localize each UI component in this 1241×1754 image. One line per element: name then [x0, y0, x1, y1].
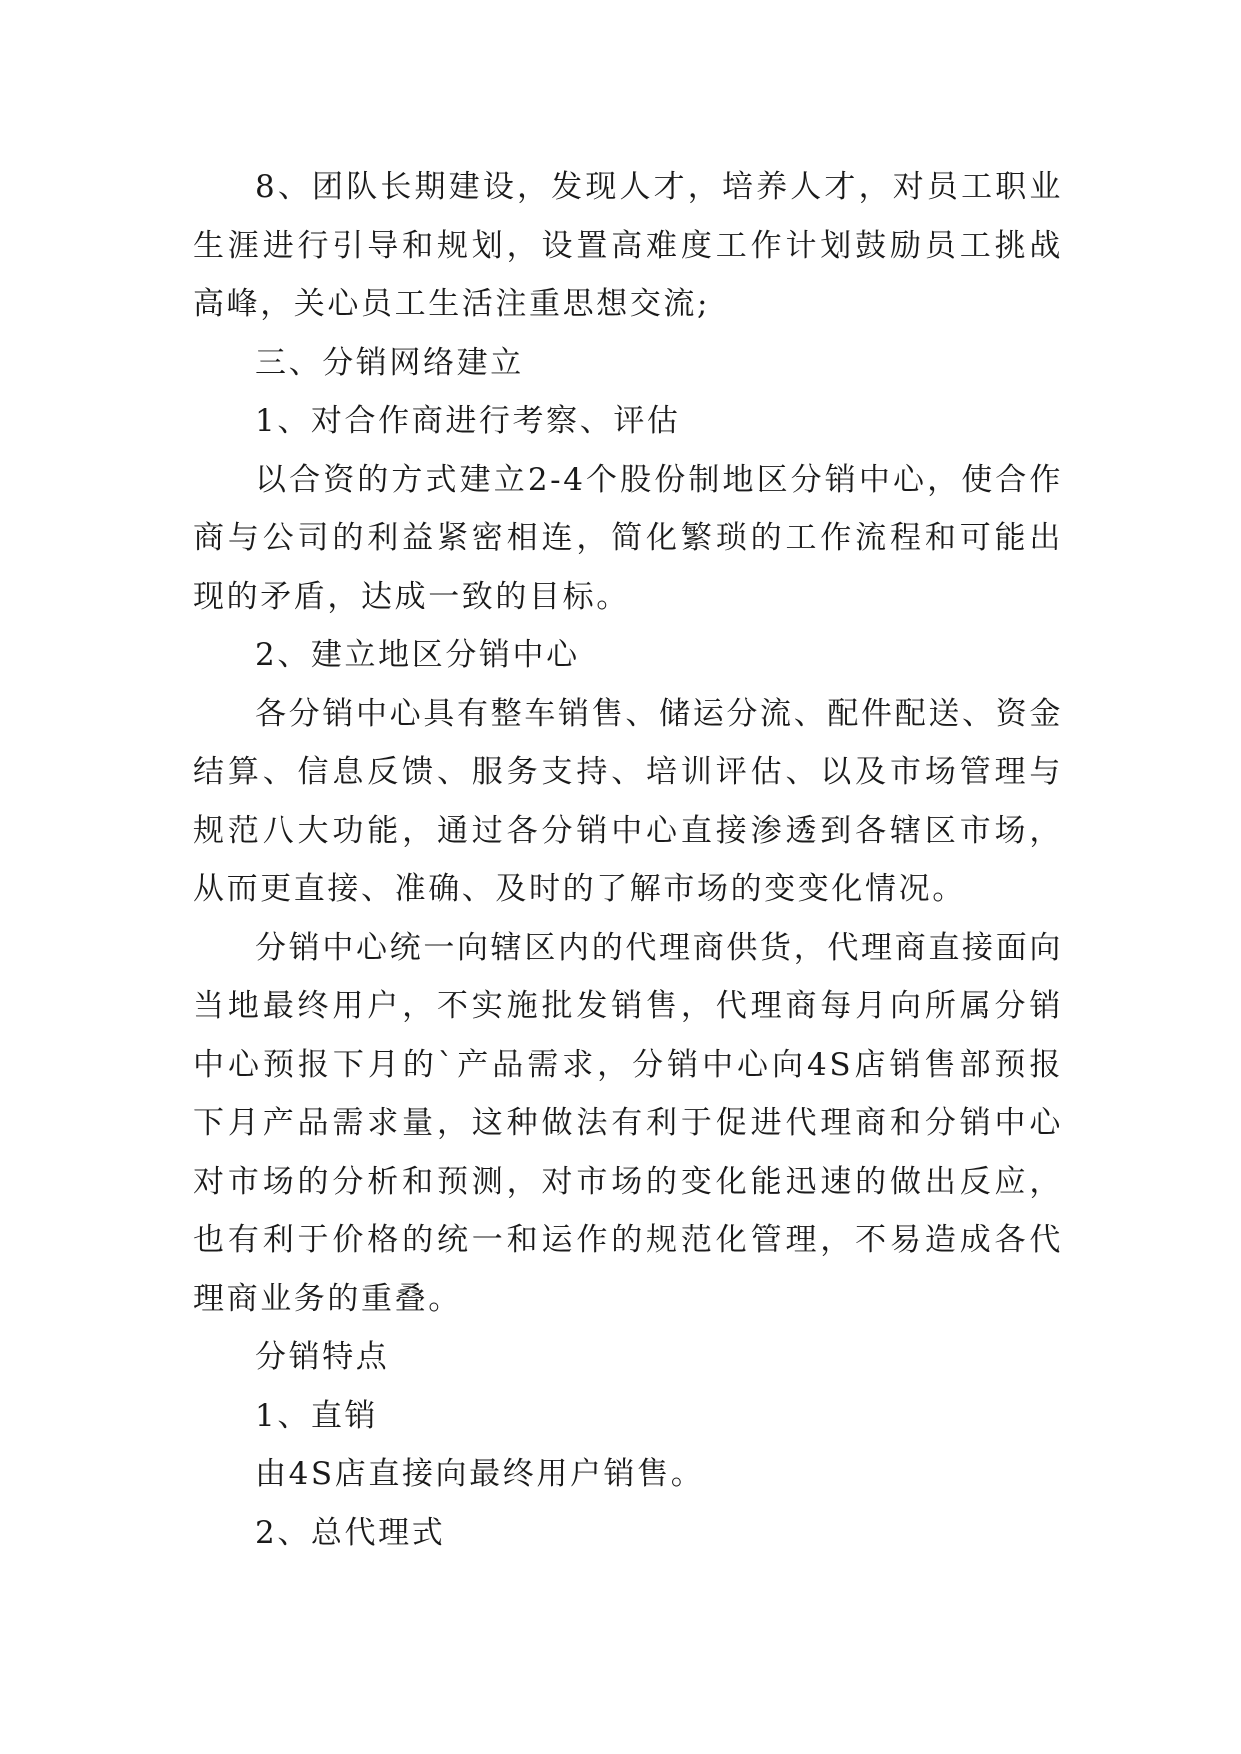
item-heading-partner-evaluation: 1、对合作商进行考察、评估 [255, 403, 681, 439]
item-heading-regional-center: 2、建立地区分销中心 [255, 637, 580, 673]
document-body [193, 158, 1063, 1562]
paragraph-team-building: 8、团队长期建设，发现人才，培养人才，对员工职业生涯进行引导和规划，设置高难度工作计划鼓励员工挑战高峰，关心员工生活注重思想交流; [193, 169, 1063, 322]
subheading-distribution-features: 分销特点 [255, 1339, 390, 1375]
paragraph-direct-sales: 由4S店直接向最终用户销售。 [255, 1456, 705, 1492]
item-heading-general-agency: 2、总代理式 [255, 1514, 446, 1551]
paragraph-supply-process: 分销中心统一向辖区内的代理商供货，代理商直接面向当地最终用户，不实施批发销售，代理商每月向所属分销中心预报下月的`产品需求，分销中心向4S店销售部预报下月产品需求量，这种做法有利于促进代理商和分销中心对市场的分析和预测，对市场的变化能迅速的做出反应，也有利于价格的统一和运作的规范化管理，不易造成各代理商业务的重叠。 [193, 929, 1063, 1317]
section-heading-distribution-network: 三、分销网络建立 [255, 344, 524, 381]
item-heading-direct-sales: 1、直销 [255, 1397, 379, 1434]
paragraph-center-functions: 各分销中心具有整车销售、储运分流、配件配送、资金结算、信息反馈、服务支持、培训评估、以及市场管理与规范八大功能，通过各分销中心直接渗透到各辖区市场，从而更直接、准确、及时的了解市场的变变化情况。 [193, 695, 1063, 907]
paragraph-joint-venture: 以合资的方式建立2-4个股份制地区分销中心，使合作商与公司的利益紧密相连，简化繁琐的工作流程和可能出现的矛盾，达成一致的目标。 [193, 461, 1063, 615]
